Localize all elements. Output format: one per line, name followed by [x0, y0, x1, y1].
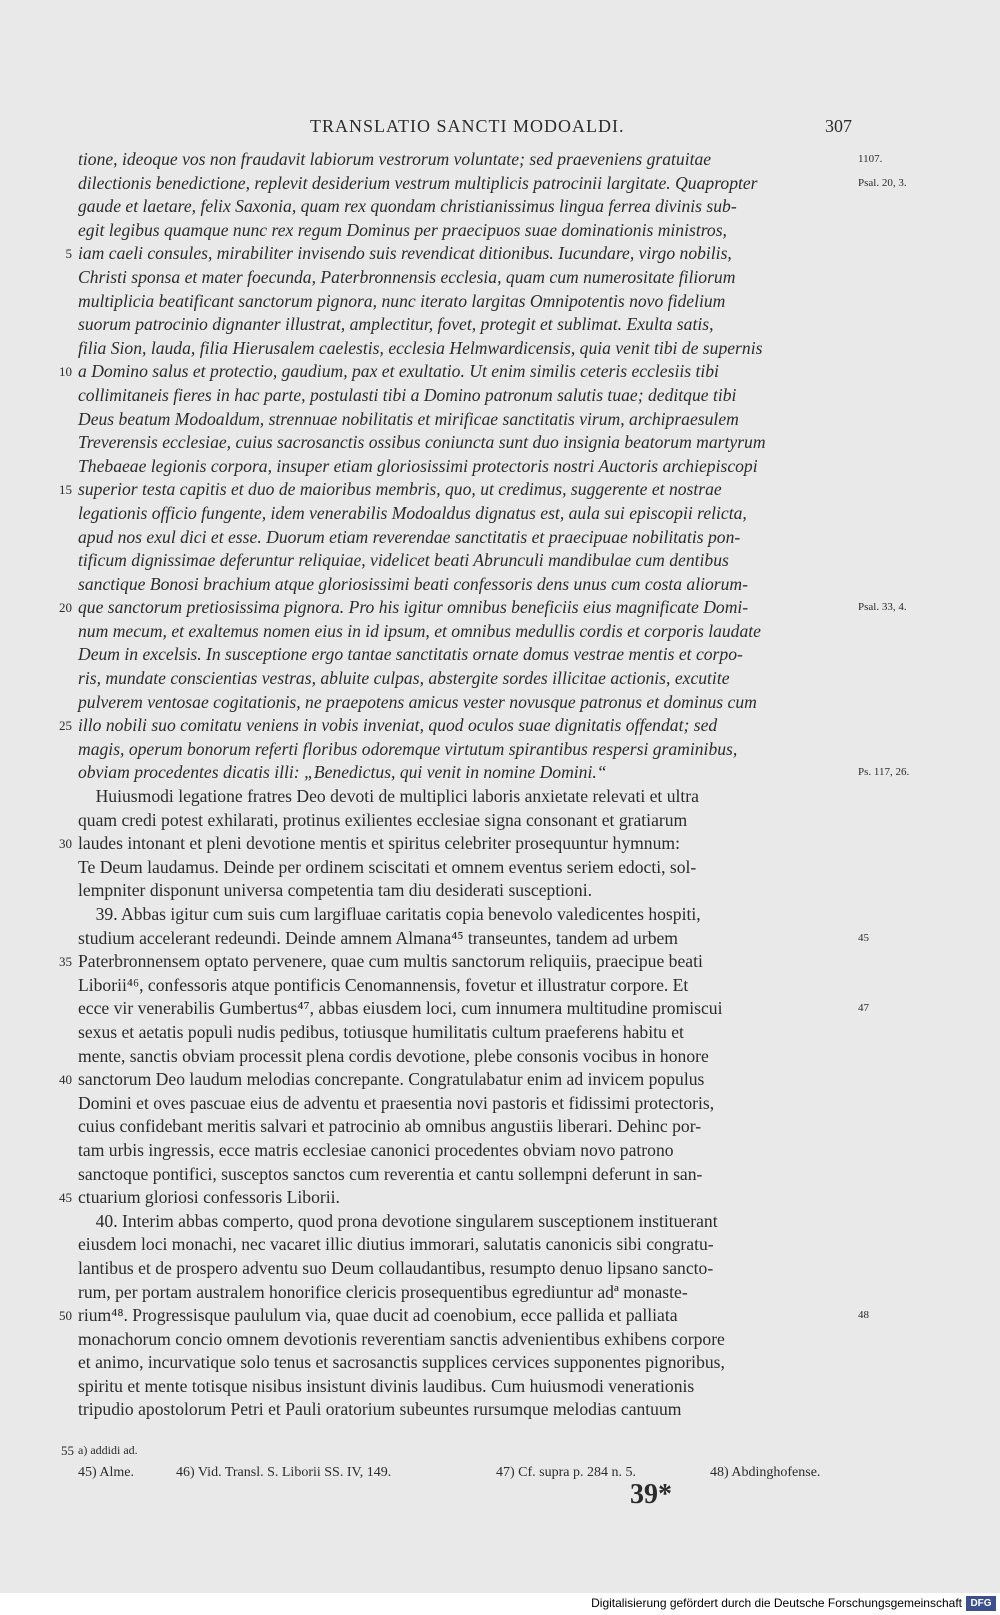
- line-number: 40: [59, 1072, 72, 1088]
- text-body: [59, 148, 910, 1422]
- text-line: [78, 195, 854, 219]
- line-text: collimitaneis fieres in hac parte, postulasti tibi a Domino patronum salutis tuae; deditque tibi: [78, 384, 737, 405]
- line-text: Deum in excelsis. In susceptione ergo tantae sanctitatis ornate domus vestrae mentis et corpo-: [78, 644, 743, 665]
- line-number: 20: [59, 600, 72, 616]
- margin-reference: 1107.: [858, 153, 883, 165]
- text-line: [78, 1233, 854, 1257]
- text-line: [78, 1210, 854, 1234]
- text-line: [59, 950, 854, 974]
- line-text: gaude et laetare, felix Saxonia, quam rex quondam christianissimus lingua ferrea divinis sub-: [78, 196, 737, 217]
- footnote: 48) Abdinghofense.: [710, 1465, 821, 1480]
- line-text: filia Sion, lauda, filia Hierusalem caelestis, ecclesia Helmwardicensis, quia venit tibi de supernis: [78, 337, 763, 358]
- line-text: que sanctorum pretiosissima pignora. Pro his igitur omnibus beneficiis eius magnificate Domi-: [78, 597, 749, 618]
- line-text: lempniter disponunt universa competentia tam diu desiderati susceptioni.: [78, 880, 593, 901]
- text-line: [78, 1045, 854, 1069]
- text-line: [78, 1375, 854, 1399]
- line-number: 35: [59, 954, 72, 970]
- text-line: [59, 1304, 869, 1328]
- line-number: 15: [59, 482, 72, 498]
- text-line: [78, 879, 854, 903]
- text-line: [78, 809, 854, 833]
- line-text: quam credi potest exhilarati, protinus exilientes ecclesiae signa consonant et gratiarum: [78, 809, 688, 830]
- line-text: rium⁴⁸. Progressisque paululum via, quae ducit ad coenobium, ecce pallida et palliata: [78, 1305, 678, 1326]
- line-number: 30: [59, 836, 72, 852]
- text-line: [78, 691, 854, 715]
- line-text: studium accelerant redeundi. Deinde amnem Almana⁴⁵ transeuntes, tandem ad urbem: [78, 927, 678, 948]
- line-text: magis, operum bonorum referti floribus odoremque virtutum spirantibus respersi graminibus,: [78, 738, 738, 759]
- line-number: 55: [61, 1443, 74, 1458]
- line-text: mente, sanctis obviam processit plena cordis devotione, plebe consonis vocibus in honore: [78, 1045, 709, 1066]
- text-line: [59, 360, 854, 384]
- text-line: [78, 738, 854, 762]
- footnote: 46) Vid. Transl. S. Liborii SS. IV, 149.: [176, 1465, 392, 1480]
- footnote-a: a) addidi ad.: [78, 1443, 138, 1457]
- line-text: ctuarium gloriosi confessoris Liborii.: [78, 1187, 340, 1208]
- line-text: obviam procedentes dicatis illi: „Benedictus, qui venit in nomine Domini.“: [78, 762, 607, 783]
- line-text: Deus beatum Modoaldum, strennuae nobilitatis et mirificae sanctitatis virum, archipraesulem: [78, 408, 739, 429]
- text-line: [78, 903, 854, 927]
- text-line: [78, 526, 854, 550]
- text-line: [78, 620, 854, 644]
- line-text: monachorum concio omnem devotionis reverentiam sanctis advenientibus exhibens corpore: [78, 1328, 725, 1349]
- text-line: [78, 573, 854, 597]
- line-text: 39. Abbas igitur cum suis cum largifluae caritatis copia benevolo valedicentes hospiti,: [78, 904, 701, 924]
- line-text: superior testa capitis et duo de maioribus membris, quo, ut credimus, suggerente et nostrae: [78, 479, 722, 500]
- line-text: sanctorum Deo laudum melodias concrepante. Congratulabatur enim ad invicem populus: [78, 1069, 705, 1090]
- line-text: 40. Interim abbas comperto, quod prona devotione singularem susceptionem instituerant: [78, 1210, 718, 1231]
- text-line: [78, 502, 854, 526]
- line-text: num mecum, et exaltemus nomen eius in id ipsum, et omnibus medullis cordis et corporis laudate: [78, 620, 761, 641]
- line-number: 10: [59, 364, 72, 380]
- line-text: egit legibus quamque nunc rex regum Dominus per praecipuos suae dominationis ministros,: [78, 219, 727, 240]
- margin-reference: 48: [858, 1309, 869, 1322]
- line-text: Domini et oves pascuae eius de adventu et praesentia novi pastoris et fidissimi protectoris,: [78, 1092, 715, 1113]
- text-line: [78, 1398, 854, 1422]
- text-line: [65, 242, 854, 266]
- line-text: pulverem ventosae cogitationis, ne praepotens amicus vester novusque patronus et dominus cum: [78, 691, 757, 712]
- text-line: [78, 431, 854, 455]
- text-line: [78, 219, 854, 243]
- line-text: Te Deum laudamus. Deinde per ordinem sciscitati et omnem eventus seriem edocti, sol-: [78, 856, 697, 877]
- text-line: [78, 1092, 854, 1116]
- text-line: [78, 667, 854, 691]
- text-line: [78, 1351, 854, 1375]
- text-line: [78, 997, 869, 1021]
- text-line: [78, 1021, 854, 1045]
- text-line: [59, 714, 854, 738]
- text-line: [78, 1281, 854, 1305]
- margin-reference: Psal. 20, 3.: [858, 176, 907, 189]
- text-line: [59, 832, 854, 856]
- text-line: [78, 927, 869, 951]
- text-line: [78, 974, 854, 998]
- footnote: 47) Cf. supra p. 284 n. 5.: [496, 1465, 636, 1480]
- line-text: multiplicia beatificant sanctorum pignora, nunc iterato largitas Omnipotentis novo fidelium: [78, 290, 726, 311]
- line-text: iam caeli consules, mirabiliter invisendo suis revendicat ditionibus. Iucundare, virgo nobilis,: [78, 243, 732, 264]
- line-text: Paterbronnensem optato pervenere, quae cum multis sanctorum reliquiis, praecipue beati: [78, 951, 703, 972]
- line-number: 5: [65, 246, 72, 262]
- line-text: Liborii⁴⁶, confessoris atque pontificis Cenomannensis, fovetur et illustratur corpore. Et: [78, 974, 689, 995]
- line-text: sanctique Bonosi brachium atque gloriosissimi beati confessoris dens unus cum costa aliorum-: [78, 573, 748, 594]
- text-line: [59, 596, 907, 620]
- line-text: suorum patrocinio dignanter illustrat, amplectitur, fovet, protegit et sublimat. Exulta satis,: [78, 314, 714, 335]
- line-text: cuius confidebant meritis salvari et patrocinio ab omnibus angustiis liberari. Dehinc por-: [78, 1116, 702, 1137]
- digitization-credit-bar: [0, 1593, 1000, 1615]
- line-text: tam urbis ingressis, ecce matris ecclesiae canonici procedentes obviam novo patrono: [78, 1139, 674, 1160]
- line-text: ris, mundate conscientias vestras, abluite culpas, abstergite sordes illicitae actionis, excutite: [78, 668, 730, 689]
- line-text: Treverensis ecclesiae, cuius sacrosanctis ossibus coniuncta sunt duo insignia beatorum martyrum: [78, 432, 766, 453]
- line-number: 45: [59, 1190, 72, 1206]
- line-text: dilectionis benedictione, replevit desiderium vestrum multiplicis patrocinii largitate. Quapropter: [78, 172, 758, 193]
- text-line: [78, 1115, 854, 1139]
- text-line: [78, 337, 854, 361]
- line-text: et animo, incurvatique solo tenus et sacrosanctis supplices cervices supponentes pignoribus,: [78, 1352, 725, 1373]
- footnote-a-line: [61, 1443, 858, 1459]
- text-line: [78, 313, 854, 337]
- running-title: TRANSLATIO SANCTI MODOALDI.: [310, 116, 625, 136]
- line-text: Christi sponsa et mater foecunda, Paterbronnensis ecclesia, quam cum numerositate filiorum: [78, 266, 736, 287]
- margin-reference: Ps. 117, 26.: [858, 766, 910, 779]
- text-line: [78, 148, 883, 172]
- line-text: Thebaeae legionis corpora, insuper etiam gloriosissimi protectoris nostri Auctoris archiepiscopi: [78, 455, 758, 476]
- line-text: Huiusmodi legatione fratres Deo devoti de multiplici laboris anxietate relevati et ultra: [78, 786, 699, 807]
- signature-mark: 39*: [630, 1479, 672, 1510]
- margin-reference: 47: [858, 1002, 869, 1015]
- line-text: tificum dignissimae deferuntur reliquiae, videlicet beati Abrunculi mandibulae cum dentibus: [78, 550, 729, 571]
- line-text: lantibus et de prospero adventu suo Deum collaudantibus, resumpto denuo lipsano sancto-: [78, 1257, 714, 1278]
- line-text: illo nobili suo comitatu veniens in vobis inveniat, quod oculos suae dignitatis offendat; sed: [78, 715, 718, 736]
- text-line: [78, 549, 854, 573]
- text-line: [78, 384, 854, 408]
- text-line: [78, 290, 854, 314]
- text-line: [78, 172, 907, 196]
- text-line: [78, 761, 910, 785]
- text-line: [59, 478, 854, 502]
- running-header: [0, 116, 1000, 142]
- line-text: rum, per portam australem honorifice clericis prosequentibus egrediuntur adª monaste-: [78, 1281, 688, 1302]
- line-text: apud nos exul dici et esse. Duorum etiam reverendae sanctitatis et praecipuae nobilitatis pon-: [78, 526, 741, 547]
- text-line: [78, 1257, 854, 1281]
- text-line: [59, 1068, 854, 1092]
- dfg-logo: DFG: [966, 1596, 996, 1611]
- line-number: 50: [59, 1308, 72, 1324]
- line-text: tione, ideoque vos non fraudavit labiorum vestrorum voluntate; sed praeveniens gratuitae: [78, 149, 712, 169]
- text-line: [78, 643, 854, 667]
- line-text: sexus et aetatis populi nudis pedibus, totiusque humilitatis cultum praeferens habitu et: [78, 1021, 684, 1042]
- text-line: [78, 856, 854, 880]
- text-line: [78, 1163, 854, 1187]
- margin-reference: Psal. 33, 4.: [858, 601, 907, 614]
- line-text: laudes intonant et pleni devotione mentis et spiritus celebriter prosequuntur hymnum:: [78, 833, 680, 854]
- line-text: a Domino salus et protectio, gaudium, pax et exultatio. Ut enim similis ceteris ecclesiis tibi: [78, 361, 719, 382]
- line-text: eiusdem loci monachi, nec vacaret illic diutius immorari, salutatis canonicis sibi congratu-: [78, 1234, 714, 1255]
- footnote: 45) Alme.: [78, 1465, 134, 1480]
- text-line: [78, 455, 854, 479]
- text-line: [78, 785, 854, 809]
- page-number: 307: [825, 116, 852, 136]
- credit-text: Digitalisierung gefördert durch die Deutsche Forschungsgemeinschaft: [591, 1596, 962, 1610]
- text-line: [78, 266, 854, 290]
- text-line: [78, 1139, 854, 1163]
- margin-reference: 45: [858, 931, 869, 944]
- line-number: 25: [59, 718, 72, 734]
- text-line: [78, 408, 854, 432]
- line-text: legationis officio fungente, idem venerabilis Modoaldus dignatus est, aula sui episcopii relicta,: [78, 502, 747, 523]
- line-text: sanctoque pontifici, susceptos sanctos cum reverentia et cantu sollempni deferunt in san-: [78, 1163, 703, 1184]
- text-line: [59, 1186, 854, 1210]
- text-line: [78, 1328, 854, 1352]
- line-text: ecce vir venerabilis Gumbertus⁴⁷, abbas eiusdem loci, cum innumera multitudine promiscui: [78, 998, 723, 1019]
- line-text: spiritu et mente totisque nisibus insistunt divinis laudibus. Cum huiusmodi venerationis: [78, 1375, 695, 1396]
- line-text: tripudio apostolorum Petri et Pauli oratorium subeuntes rursumque melodias cantuum: [78, 1399, 682, 1420]
